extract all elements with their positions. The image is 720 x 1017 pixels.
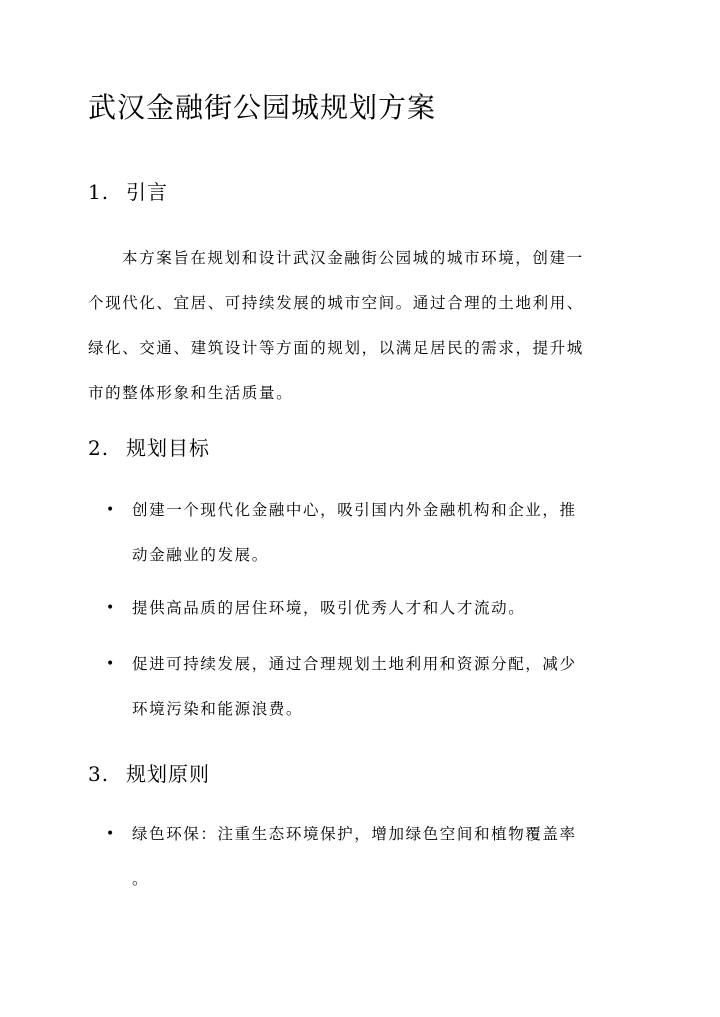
bullet-marker: • xyxy=(106,826,116,842)
list-item xyxy=(106,812,640,902)
list-item-line: 绿色环保：注重生态环境保护，增加绿色空间和植物覆盖率 xyxy=(132,825,577,843)
bullet-marker: • xyxy=(106,502,116,518)
paragraph-line: 市的整体形象和生活质量。 xyxy=(88,384,294,402)
section-number: 3. xyxy=(88,762,110,786)
list-item-line: 。 xyxy=(132,870,150,888)
list-item xyxy=(106,586,640,631)
section-number: 2. xyxy=(88,436,110,460)
list-item xyxy=(106,488,640,578)
bullet-marker: • xyxy=(106,656,116,672)
bullet-marker: • xyxy=(106,600,116,616)
section-title: 引言 xyxy=(126,180,168,204)
section-title: 规划原则 xyxy=(126,762,210,786)
section-heading-introduction xyxy=(88,176,168,205)
paragraph-line: 绿化、交通、建筑设计等方面的规划，以满足居民的需求，提升城 xyxy=(88,339,584,357)
paragraph-line: 个现代化、宜居、可持续发展的城市空间。通过合理的土地利用、 xyxy=(88,294,584,312)
section-title: 规划目标 xyxy=(126,436,210,460)
introduction-paragraph xyxy=(88,236,640,416)
list-item-line: 提供高品质的居住环境，吸引优秀人才和人才流动。 xyxy=(132,599,526,617)
list-item xyxy=(106,642,640,732)
list-item-line: 动金融业的发展。 xyxy=(132,546,269,564)
section-number: 1. xyxy=(88,180,110,204)
document-title: 武汉金融街公园城规划方案 xyxy=(88,91,437,124)
section-heading-planning-goals xyxy=(88,432,210,461)
section-heading-planning-principles xyxy=(88,758,210,787)
paragraph-line: 本方案旨在规划和设计武汉金融街公园城的城市环境，创建一 xyxy=(122,249,584,267)
list-item-line: 环境污染和能源浪费。 xyxy=(132,700,304,718)
list-item-line: 促进可持续发展，通过合理规划土地利用和资源分配，减少 xyxy=(132,655,577,673)
list-item-line: 创建一个现代化金融中心，吸引国内外金融机构和企业，推 xyxy=(132,501,577,519)
